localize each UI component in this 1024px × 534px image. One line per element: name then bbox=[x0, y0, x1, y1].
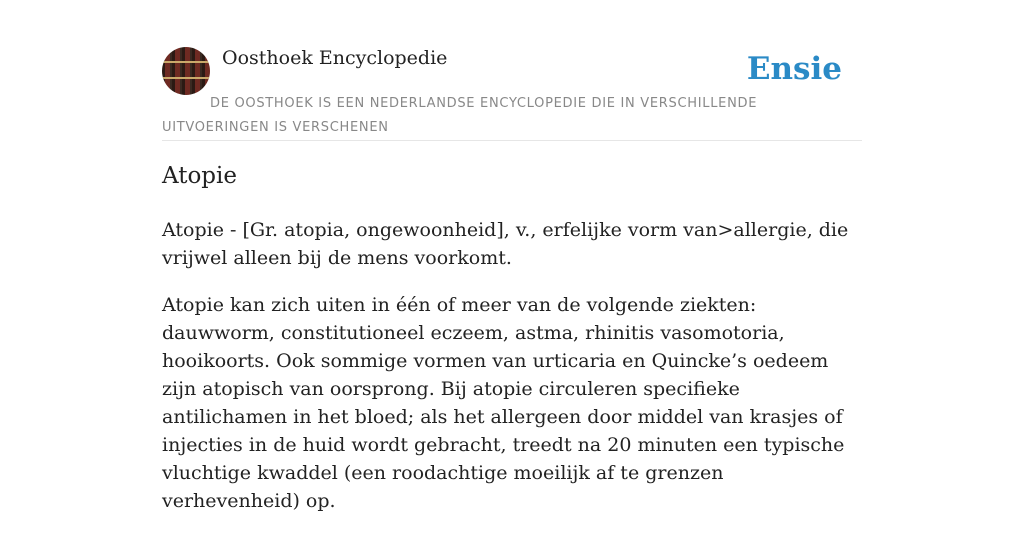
page-header bbox=[162, 45, 862, 141]
publication-description: DE OOSTHOEK IS EEN NEDERLANDSE ENCYCLOPEDIE DIE IN VERSCHILLENDE UITVOERINGEN IS VERSCHENEN bbox=[162, 96, 758, 135]
publication-name[interactable]: Oosthoek Encyclopedie bbox=[222, 47, 448, 69]
article-title: Atopie bbox=[162, 163, 237, 189]
article-paragraph: Atopie kan zich uiten in één of meer van de volgende ziekten: dauwworm, constitutioneel eczeem, astma, rhinitis vasomotoria, hooikoorts. Ook sommige vormen van urticaria en Quincke’s oedeem zijn atopisch van oorsprong. Bij atopie circuleren specifieke antilichamen in het bloed; als het allergeen door middel van krasjes of injecties in de huid wordt gebracht, treedt na 20 minuten een typische vluchtige kwaddel (een roodachtige moeilijk af te grenzen verhevenheid) op. bbox=[162, 294, 845, 512]
article-paragraph: Atopie - [Gr. atopia, ongewoonheid], v., erfelijke vorm van>allergie, die vrijwel alleen bij de mens voorkomt. bbox=[162, 219, 849, 269]
books-icon[interactable] bbox=[162, 47, 210, 95]
article-content bbox=[162, 216, 862, 534]
brand-logo[interactable]: Ensie bbox=[746, 51, 842, 87]
